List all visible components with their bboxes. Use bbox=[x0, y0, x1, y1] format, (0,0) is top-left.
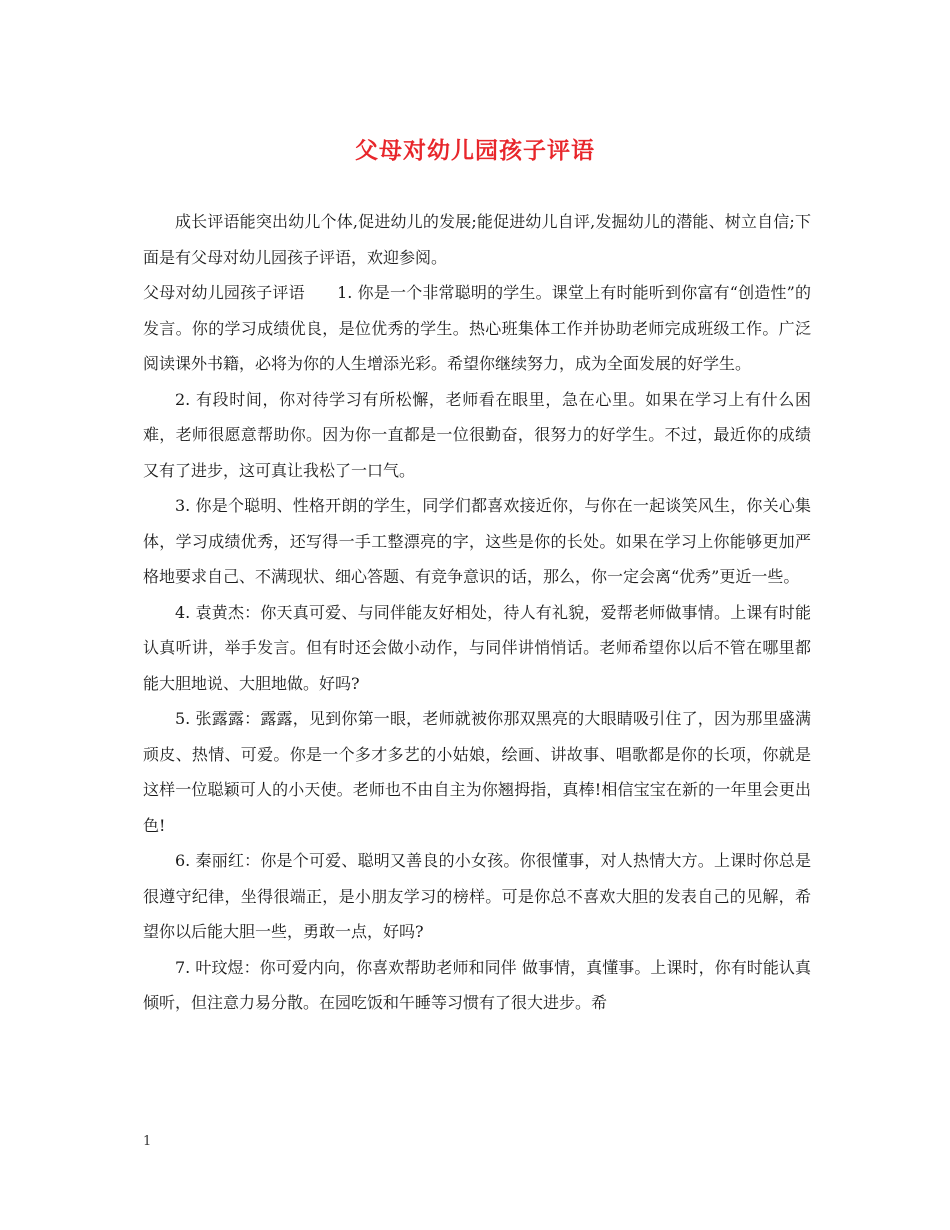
comment-paragraph-6: 6. 秦丽红：你是个可爱、聪明又善良的小女孩。你很懂事，对人热情大方。上课时你总是很遵守纪律，坐得很端正，是小朋友学习的榜样。可是你总不喜欢大胆的发表自己的见解，希望你以后能大胆一些，勇敢一点，好吗? bbox=[143, 851, 811, 941]
intro-paragraph: 成长评语能突出幼儿个体,促进幼儿的发展;能促进幼儿自评,发掘幼儿的潜能、树立自信;下面是有父母对幼儿园孩子评语，欢迎参阅。 bbox=[143, 212, 811, 267]
comment-paragraph-4: 4. 袁黄杰：你天真可爱、与同伴能友好相处，待人有礼貌，爱帮老师做事情。上课有时能认真听讲，举手发言。但有时还会做小动作，与同伴讲悄悄话。老师希望你以后不管在哪里都能大胆地说、大胆地做。好吗? bbox=[143, 602, 811, 693]
comment-paragraph-2: 2. 有段时间，你对待学习有所松懈，老师看在眼里，急在心里。如果在学习上有什么困难，老师很愿意帮助你。因为你一直都是一位很勤奋，很努力的好学生。不过，最近你的成绩又有了进步，这可真让我松了一口气。 bbox=[143, 389, 811, 480]
document-body bbox=[143, 204, 811, 1021]
comment-paragraph-1: 父母对幼儿园孩子评语 1. 你是一个非常聪明的学生。课堂上有时能听到你富有“创造性”的发言。你的学习成绩优良，是位优秀的学生。热心班集体工作并协助老师完成班级工作。广泛阅读课外书籍，必将为你的人生增添光彩。希望你继续努力，成为全面发展的好学生。 bbox=[143, 283, 811, 373]
comment-paragraph-3: 3. 你是个聪明、性格开朗的学生，同学们都喜欢接近你，与你在一起谈笑风生，你关心集体，学习成绩优秀，还写得一手工整漂亮的字，这些是你的长处。如果在学习上你能够更加严格地要求自己、不满现状、细心答题、有竞争意识的话，那么，你一定会离“优秀”更近一些。 bbox=[143, 496, 811, 586]
document-title: 父母对幼儿园孩子评语 bbox=[355, 137, 595, 164]
comment-paragraph-7: 7. 叶玟煜：你可爱内向，你喜欢帮助老师和同伴 做事情，真懂事。上课时，你有时能认真倾听，但注意力易分散。在园吃饭和午睡等习惯有了很大进步。希 bbox=[143, 957, 811, 1012]
page-number: 1 bbox=[143, 1134, 152, 1149]
comment-paragraph-5: 5. 张露露：露露，见到你第一眼，老师就被你那双黑亮的大眼睛吸引住了，因为那里盛满顽皮、热情、可爱。你是一个多才多艺的小姑娘，绘画、讲故事、唱歌都是你的长项，你就是这样一位聪颖可人的小天使。老师也不由自主为你翘拇指，真棒!相信宝宝在新的一年里会更出色! bbox=[143, 709, 811, 835]
